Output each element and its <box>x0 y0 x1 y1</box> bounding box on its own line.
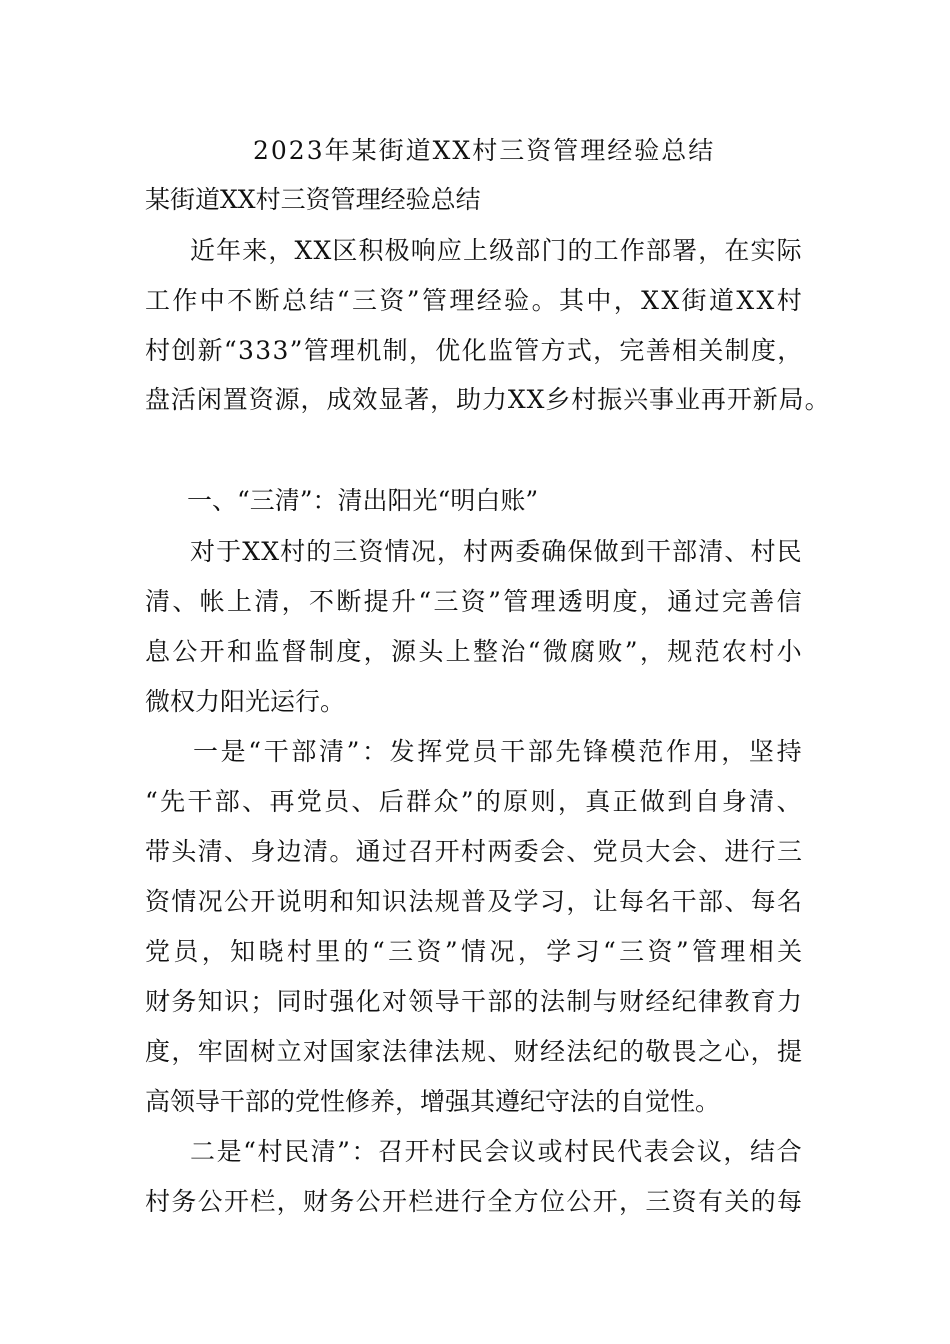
paragraph-line: 党员，知晓村里的“三资”情况，学习“三资”管理相关 <box>145 937 806 966</box>
paragraph-line: 息公开和监督制度，源头上整治“微腐败”，规范农村小 <box>145 637 804 666</box>
paragraph-line: 带头清、身边清。通过召开村两委会、党员大会、进行三 <box>145 837 804 866</box>
document-subtitle: 某街道XX村三资管理经验总结 <box>145 185 481 214</box>
paragraph-line: 资情况公开说明和知识法规普及学习，让每名干部、每名 <box>145 887 804 916</box>
paragraph-line: 度，牢固树立对国家法律法规、财经法纪的敬畏之心，提 <box>145 1037 804 1066</box>
paragraph-line: 村务公开栏，财务公开栏进行全方位公开，三资有关的每 <box>145 1187 804 1216</box>
paragraph-line: 清、帐上清，不断提升“三资”管理透明度，通过完善信 <box>145 587 804 616</box>
paragraph-line: 工作中不断总结“三资”管理经验。其中，XX街道XX村 <box>145 286 805 315</box>
section-heading: 一、“三清”：清出阳光“明白账” <box>187 486 539 515</box>
paragraph-line: “先干部、再党员、后群众”的原则，真正做到自身清、 <box>145 787 804 816</box>
paragraph-line: 微权力阳光运行。 <box>145 687 346 716</box>
paragraph-line: 盘活闲置资源，成效显著，助力XX乡村振兴事业再开新局。 <box>145 385 831 414</box>
paragraph-line: 村创新“333”管理机制，优化监管方式，完善相关制度， <box>145 336 804 365</box>
paragraph-line: 二是“村民清”：召开村民会议或村民代表会议，结合 <box>190 1137 804 1166</box>
document-title: 2023年某街道XX村三资管理经验总结 <box>253 136 716 165</box>
paragraph-line: 一是“干部清”：发挥党员干部先锋模范作用，坚持 <box>193 737 805 766</box>
paragraph-line: 对于XX村的三资情况，村两委确保做到干部清、村民 <box>190 537 803 566</box>
paragraph-line: 财务知识；同时强化对领导干部的法制与财经纪律教育力 <box>145 987 804 1016</box>
paragraph-line: 近年来，XX区积极响应上级部门的工作部署，在实际 <box>190 236 803 265</box>
paragraph-line: 高领导干部的党性修养，增强其遵纪守法的自觉性。 <box>145 1087 721 1116</box>
